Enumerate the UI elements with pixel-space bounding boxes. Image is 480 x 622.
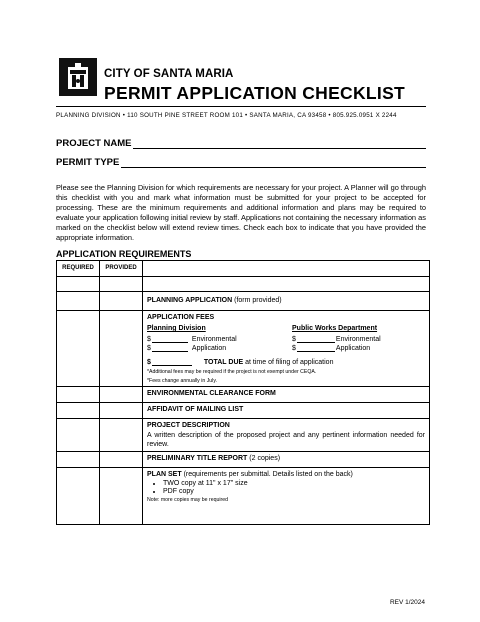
project-description-text: A written description of the proposed project and any pertinent information needed for review. bbox=[147, 432, 425, 448]
plan-set-note: (requirements per submittal. Details listed on the back) bbox=[183, 471, 353, 478]
required-checkbox[interactable] bbox=[57, 311, 100, 387]
planning-application-title: PLANNING APPLICATION bbox=[147, 297, 233, 304]
title-report-note: (2 copies) bbox=[249, 455, 281, 462]
environmental-form-item: ENVIRONMENTAL CLEARANCE FORM bbox=[143, 387, 430, 403]
required-checkbox[interactable] bbox=[57, 387, 100, 403]
provided-checkbox[interactable] bbox=[100, 419, 143, 452]
plan-set-title: PLAN SET bbox=[147, 471, 182, 478]
provided-checkbox[interactable] bbox=[100, 387, 143, 403]
provided-checkbox[interactable] bbox=[100, 403, 143, 419]
environmental-label: Environmental bbox=[191, 336, 237, 343]
project-description-cell bbox=[143, 419, 430, 452]
public-application-fee-input[interactable] bbox=[297, 344, 335, 352]
header-divider bbox=[56, 106, 426, 107]
page-title: PERMIT APPLICATION CHECKLIST bbox=[104, 83, 406, 103]
permit-type-field[interactable] bbox=[121, 167, 426, 168]
table-header-row bbox=[57, 261, 430, 277]
table-row bbox=[57, 452, 430, 468]
mission-bell-icon bbox=[59, 58, 97, 96]
city-name: CITY OF SANTA MARIA bbox=[104, 68, 234, 80]
list-item: • TWO copy at 11" x 17" size bbox=[163, 480, 425, 487]
fee-note-ceqa: *Additional fees may be required if the project is not exempt under CEQA. bbox=[147, 369, 317, 375]
city-seal-logo bbox=[59, 58, 97, 96]
affidavit-item: AFFIDAVIT OF MAILING LIST bbox=[143, 403, 430, 419]
total-due-label: TOTAL DUE bbox=[203, 359, 244, 366]
project-description-title: PROJECT DESCRIPTION bbox=[147, 422, 230, 429]
environmental-label: Environmental bbox=[335, 336, 381, 343]
application-fees-cell: APPLICATION FEES Planning Division $ Environmental $ Application Public Works Department $ Environmental $ Application $ TOTAL DUE at time of filing of application *Additional fees may be required if the project is not exempt under CEQA. *Fees change annually in July. bbox=[143, 311, 430, 387]
provided-checkbox[interactable] bbox=[100, 311, 143, 387]
requirements-table bbox=[56, 260, 430, 525]
title-report-title: PRELIMINARY TITLE REPORT bbox=[147, 455, 248, 462]
intro-paragraph: Please see the Planning Division for which requirements are necessary for your project. A Planner will go through this checklist with you and mark what information must be submitted for your project to be accepted for processing. These are the minimum requirements and additional information and plans may be required to evaluate your application following initial review by staff. Applications not containing the necessary information as marked on the checklist below will extend review times. Check each box to indicate that you have provided the appropriate information. bbox=[56, 183, 426, 242]
planning-division-heading: Planning Division bbox=[147, 325, 206, 332]
project-name-field[interactable] bbox=[133, 148, 426, 149]
column-header-item bbox=[143, 261, 430, 277]
total-due-input[interactable] bbox=[152, 358, 192, 366]
required-checkbox[interactable] bbox=[57, 277, 100, 292]
required-checkbox[interactable] bbox=[57, 292, 100, 311]
project-name-label: PROJECT NAME bbox=[56, 138, 132, 149]
permit-type-label: PERMIT TYPE bbox=[56, 157, 120, 168]
address-line: PLANNING DIVISION • 110 SOUTH PINE STREET ROOM 101 • SANTA MARIA, CA 93458 • 805.925.0951 X 2244 bbox=[56, 112, 397, 119]
provided-checkbox[interactable] bbox=[100, 277, 143, 292]
column-header-required: REQUIRED bbox=[57, 261, 100, 277]
plan-set-cell bbox=[143, 468, 430, 525]
column-header-provided: PROVIDED bbox=[100, 261, 143, 277]
plan-set-list bbox=[147, 480, 425, 495]
required-checkbox[interactable] bbox=[57, 403, 100, 419]
provided-checkbox[interactable] bbox=[100, 452, 143, 468]
section-title: APPLICATION REQUIREMENTS bbox=[56, 249, 192, 259]
required-checkbox[interactable] bbox=[57, 419, 100, 452]
planning-environmental-fee-input[interactable] bbox=[152, 335, 188, 343]
public-works-heading: Public Works Department bbox=[292, 325, 378, 332]
planning-application-fee-input[interactable] bbox=[152, 344, 188, 352]
table-row bbox=[57, 419, 430, 452]
table-row bbox=[57, 292, 430, 311]
table-row bbox=[57, 387, 430, 403]
table-row-spacer bbox=[57, 277, 430, 292]
application-label: Application bbox=[335, 345, 371, 352]
revision-label: REV 1/2024 bbox=[389, 599, 425, 606]
list-item: • PDF copy bbox=[163, 488, 425, 495]
application-label: Application bbox=[191, 345, 227, 352]
application-fees-title: APPLICATION FEES bbox=[147, 314, 215, 321]
public-environmental-fee-input[interactable] bbox=[297, 335, 335, 343]
required-checkbox[interactable] bbox=[57, 452, 100, 468]
plan-set-footnote: Note: more copies may be required bbox=[147, 497, 229, 503]
provided-checkbox[interactable] bbox=[100, 468, 143, 525]
planning-application-note: (form provided) bbox=[234, 297, 282, 304]
table-row bbox=[57, 311, 430, 387]
public-works-fees-column: Public Works Department $ Environmental $ Application bbox=[280, 325, 425, 353]
table-row bbox=[57, 403, 430, 419]
provided-checkbox[interactable] bbox=[100, 292, 143, 311]
planning-fees-column: Planning Division $ Environmental $ Application bbox=[147, 325, 280, 353]
table-row bbox=[57, 468, 430, 525]
total-due-note: at time of filing of application bbox=[245, 359, 334, 366]
required-checkbox[interactable] bbox=[57, 468, 100, 525]
fee-note-annual: *Fees change annually in July. bbox=[147, 378, 217, 384]
